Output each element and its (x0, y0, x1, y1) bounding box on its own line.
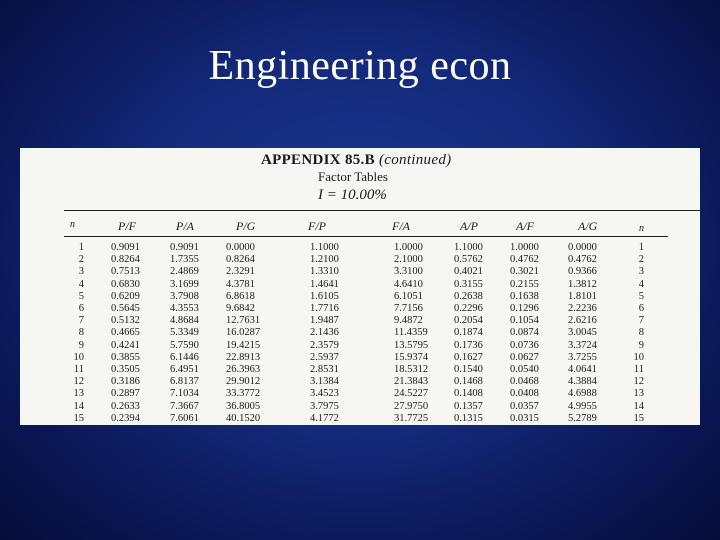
table-cell: 3 (638, 266, 644, 278)
table-cell: 0.0357 (510, 400, 539, 412)
col-header-pa: P/A (176, 219, 194, 233)
table-cell: 11 (73, 364, 84, 376)
table-cell: 11 (633, 364, 644, 376)
table-cell: 1.0000 (510, 242, 539, 253)
table-cell: 0.5762 (454, 254, 483, 266)
table-cell: 0.1468 (454, 376, 483, 388)
table-cell: 0.4762 (510, 254, 539, 266)
table-cell: 6 (78, 303, 84, 315)
table-cell: 0.0736 (510, 339, 539, 351)
col-header-af: A/F (516, 219, 534, 233)
table-cell: 0.2155 (510, 278, 539, 290)
table-cell: 0.0000 (226, 242, 255, 253)
table-cell: 2 (78, 254, 84, 266)
table-cell: 26.3963 (226, 364, 261, 376)
table-cell: 2 (638, 254, 644, 266)
table-cell: 1 (638, 242, 644, 253)
table-cell: 0.4021 (454, 266, 483, 278)
table-cell: 0.8264 (226, 254, 255, 266)
col-header-pg: P/G (236, 219, 256, 233)
table-cell: 12.7631 (226, 315, 261, 327)
table-cell: 4.6988 (568, 388, 597, 400)
table-cell: 0.2296 (454, 303, 483, 315)
table-title-main: APPENDIX 85.B (261, 152, 375, 168)
table-cell: 3.0045 (568, 327, 597, 339)
table-cell: 2.3579 (310, 339, 339, 351)
table-cell: 7.6061 (170, 412, 199, 424)
table-title-continued: (continued) (378, 152, 452, 168)
table-cell: 4.0641 (568, 364, 597, 376)
table-cell: 7.7156 (394, 303, 423, 315)
table-cell: 2.1436 (310, 327, 339, 339)
table-cell: 7.1034 (170, 388, 199, 400)
table-cell: 6 (638, 303, 644, 315)
table-cell: 1.1000 (454, 242, 483, 253)
table-cell: 0.3155 (454, 278, 483, 290)
table-cell: 18.5312 (394, 364, 429, 376)
col-header-fa: F/A (392, 219, 410, 233)
table-cell: 0.5645 (111, 303, 140, 315)
top-rule (64, 210, 700, 211)
table-cell: 0.6209 (111, 290, 140, 302)
table-cell: 0.9091 (111, 242, 140, 253)
table-cell: 4 (78, 278, 84, 290)
col-header-n-right: n (639, 223, 644, 234)
col-header-pf: P/F (118, 219, 136, 233)
table-cell: 9.4872 (394, 315, 423, 327)
table-cell: 3.7255 (568, 351, 597, 363)
table-cell: 24.5227 (394, 388, 429, 400)
table-cell: 0.0468 (510, 376, 539, 388)
table-cell: 4.3553 (170, 303, 199, 315)
table-cell: 12 (633, 376, 644, 388)
table-cell: 0.2394 (111, 412, 140, 424)
table-cell: 0.0540 (510, 364, 539, 376)
table-title (261, 152, 451, 169)
table-cell: 15.9374 (394, 351, 429, 363)
table-cell: 3.1699 (170, 278, 199, 290)
table-cell: 0.0408 (510, 388, 539, 400)
table-cell: 15 (73, 412, 84, 424)
table-cell: 0.1540 (454, 364, 483, 376)
table-cell: 0.3505 (111, 364, 140, 376)
table-cell: 0.1627 (454, 351, 483, 363)
table-cell: 0.4762 (568, 254, 597, 266)
table-cell: 9 (78, 339, 84, 351)
column-fa (394, 242, 428, 425)
table-cell: 0.0874 (510, 327, 539, 339)
table-cell: 6.8137 (170, 376, 199, 388)
table-cell: 0.0315 (510, 412, 539, 424)
table-cell: 1.0000 (394, 242, 423, 253)
table-cell: 1.3812 (568, 278, 597, 290)
col-header-fp: F/P (308, 219, 326, 233)
table-cell: 3.4523 (310, 388, 339, 400)
table-cell: 7.3667 (170, 400, 199, 412)
table-cell: 1 (78, 242, 84, 253)
table-cell: 0.3855 (111, 351, 140, 363)
table-cell: 6.1051 (394, 290, 423, 302)
table-cell: 36.8005 (226, 400, 261, 412)
table-cell: 9 (638, 339, 644, 351)
table-cell: 0.0627 (510, 351, 539, 363)
header-rule (64, 236, 668, 237)
table-cell: 2.2236 (568, 303, 597, 315)
table-cell: 2.3291 (226, 266, 255, 278)
table-cell: 4.6410 (394, 278, 423, 290)
table-cell: 0.1408 (454, 388, 483, 400)
table-cell: 3.7975 (310, 400, 339, 412)
table-cell: 1.1000 (310, 242, 339, 253)
table-cell: 3.7908 (170, 290, 199, 302)
table-cell: 5.7590 (170, 339, 199, 351)
column-fp (310, 242, 339, 425)
table-cell: 22.8913 (226, 351, 261, 363)
table-cell: 4.8684 (170, 315, 199, 327)
table-cell: 6.8618 (226, 290, 255, 302)
table-cell: 0.1638 (510, 290, 539, 302)
table-cell: 4.3884 (568, 376, 597, 388)
col-header-ag: A/G (578, 219, 598, 233)
table-cell: 1.7716 (310, 303, 339, 315)
table-cell: 33.3772 (226, 388, 261, 400)
column-pa (170, 242, 199, 425)
table-cell: 1.4641 (310, 278, 339, 290)
table-subtitle: Factor Tables (318, 169, 388, 184)
table-cell: 10 (633, 351, 644, 363)
table-cell: 0.3186 (111, 376, 140, 388)
column-ap (454, 242, 483, 425)
table-cell: 4 (638, 278, 644, 290)
table-cell: 1.2100 (310, 254, 339, 266)
factor-table-image (20, 148, 700, 425)
column-n (62, 242, 84, 425)
slide-title: Engineering econ (208, 43, 512, 89)
table-cell: 0.7513 (111, 266, 140, 278)
table-cell: 27.9750 (394, 400, 429, 412)
table-cell: 0.1874 (454, 327, 483, 339)
table-cell: 4.3781 (226, 278, 255, 290)
table-cell: 8 (78, 327, 84, 339)
table-cell: 14 (73, 400, 84, 412)
table-cell: 0.1357 (454, 400, 483, 412)
table-cell: 12 (73, 376, 84, 388)
table-cell: 9.6842 (226, 303, 255, 315)
column-pf (111, 242, 140, 425)
table-cell: 6.4951 (170, 364, 199, 376)
table-cell: 0.4665 (111, 327, 140, 339)
column-n-right (624, 242, 644, 425)
table-cell: 5.3349 (170, 327, 199, 339)
column-pg (226, 242, 260, 425)
table-cell: 21.3843 (394, 376, 429, 388)
col-header-ap: A/P (460, 219, 478, 233)
table-cell: 0.2633 (111, 400, 140, 412)
table-cell: 0.9366 (568, 266, 597, 278)
table-cell: 3 (78, 266, 84, 278)
table-cell: 4.9955 (568, 400, 597, 412)
table-cell: 13.5795 (394, 339, 429, 351)
table-cell: 0.2054 (454, 315, 483, 327)
table-cell: 5 (78, 290, 84, 302)
table-cell: 29.9012 (226, 376, 261, 388)
column-ag (568, 242, 597, 425)
table-cell: 0.1736 (454, 339, 483, 351)
table-cell: 1.3310 (310, 266, 339, 278)
table-cell: 14 (633, 400, 644, 412)
table-cell: 8 (638, 327, 644, 339)
table-cell: 0.6830 (111, 278, 140, 290)
column-af (510, 242, 539, 425)
table-cell: 2.4869 (170, 266, 199, 278)
table-cell: 0.3021 (510, 266, 539, 278)
table-cell: 11.4359 (394, 327, 428, 339)
table-cell: 40.1520 (226, 412, 261, 424)
table-cell: 0.1296 (510, 303, 539, 315)
table-cell: 0.8264 (111, 254, 140, 266)
table-cell: 2.6216 (568, 315, 597, 327)
table-cell: 0.0000 (568, 242, 597, 253)
interest-rate: I = 10.00% (318, 187, 387, 203)
table-cell: 13 (633, 388, 644, 400)
table-cell: 5 (638, 290, 644, 302)
table-cell: 2.8531 (310, 364, 339, 376)
table-cell: 1.7355 (170, 254, 199, 266)
table-cell: 1.6105 (310, 290, 339, 302)
table-cell: 6.1446 (170, 351, 199, 363)
col-header-n: n (70, 219, 75, 230)
table-cell: 3.3724 (568, 339, 597, 351)
table-cell: 0.2638 (454, 290, 483, 302)
table-cell: 7 (638, 315, 644, 327)
table-cell: 1.9487 (310, 315, 339, 327)
table-cell: 0.2897 (111, 388, 140, 400)
table-cell: 16.0287 (226, 327, 261, 339)
table-cell: 0.5132 (111, 315, 140, 327)
table-cell: 0.4241 (111, 339, 140, 351)
table-cell: 31.7725 (394, 412, 429, 424)
table-cell: 0.1315 (454, 412, 483, 424)
table-cell: 2.1000 (394, 254, 423, 266)
table-cell: 7 (78, 315, 84, 327)
table-cell: 2.5937 (310, 351, 339, 363)
table-cell: 3.3100 (394, 266, 423, 278)
table-cell: 4.1772 (310, 412, 339, 424)
table-cell: 19.4215 (226, 339, 261, 351)
table-cell: 0.1054 (510, 315, 539, 327)
table-cell: 5.2789 (568, 412, 597, 424)
table-cell: 3.1384 (310, 376, 339, 388)
table-cell: 1.8101 (568, 290, 597, 302)
table-cell: 13 (73, 388, 84, 400)
table-cell: 15 (633, 412, 644, 424)
table-cell: 10 (73, 351, 84, 363)
table-cell: 0.9091 (170, 242, 199, 253)
